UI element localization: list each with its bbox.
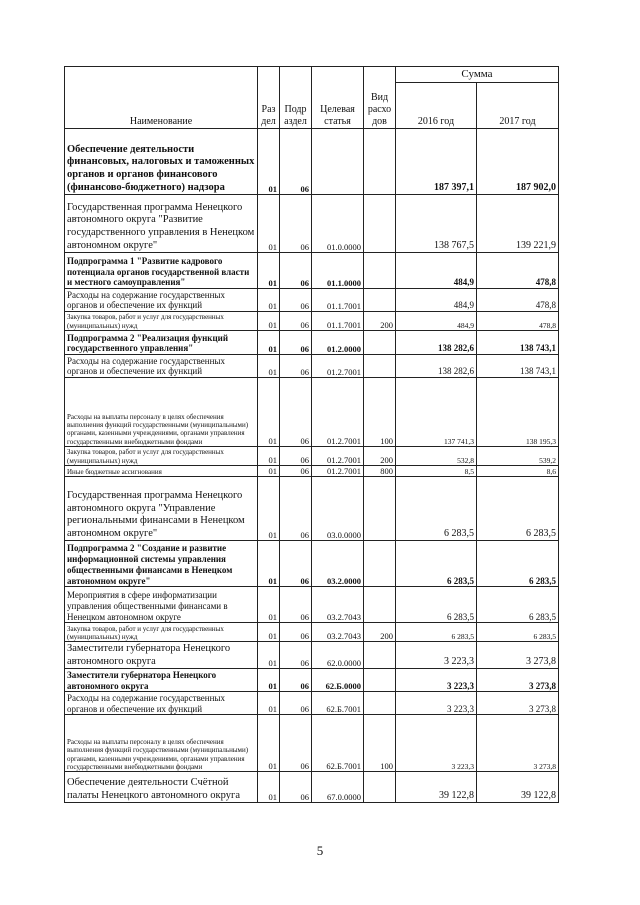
row-name: Закупка товаров, работ и услуг для государственных (муниципальных) нужд: [65, 623, 258, 642]
row-razdel: 01: [258, 253, 280, 289]
row-celevaya-statya: [312, 129, 364, 195]
row-vid-raskhodov: [364, 477, 396, 541]
table-row: [65, 466, 559, 477]
row-vid-raskhodov: [364, 331, 396, 355]
row-celevaya-statya: 01.1.7001: [312, 289, 364, 312]
table-row: [65, 378, 559, 447]
row-name: Иные бюджетные ассигнования: [65, 466, 258, 477]
row-podrazdel: 06: [280, 477, 312, 541]
row-celevaya-statya: 01.2.7001: [312, 355, 364, 378]
row-name: Подпрограмма 2 "Создание и развитие информационной системы управления общественными финансами в Ненецком автономном округе": [65, 541, 258, 587]
row-sum-2016: 137 741,3: [396, 378, 477, 447]
col-header-2017: 2017 год: [477, 83, 559, 129]
row-sum-2016: 484,9: [396, 312, 477, 331]
table-row: [65, 477, 559, 541]
row-razdel: 01: [258, 642, 280, 669]
row-sum-2016: 3 223,3: [396, 642, 477, 669]
row-celevaya-statya: 67.0.0000: [312, 772, 364, 803]
row-sum-2017: 3 273,8: [477, 669, 559, 692]
row-sum-2016: 6 283,5: [396, 477, 477, 541]
row-celevaya-statya: 62.Б.7001: [312, 692, 364, 715]
row-celevaya-statya: 01.2.7001: [312, 378, 364, 447]
row-sum-2016: 187 397,1: [396, 129, 477, 195]
row-sum-2017: 138 743,1: [477, 355, 559, 378]
row-razdel: 01: [258, 289, 280, 312]
row-celevaya-statya: 62.Б.0000: [312, 669, 364, 692]
table-row: [65, 253, 559, 289]
row-podrazdel: 06: [280, 715, 312, 772]
row-sum-2017: 539,2: [477, 447, 559, 466]
row-razdel: 01: [258, 587, 280, 623]
table-row: [65, 715, 559, 772]
row-podrazdel: 06: [280, 541, 312, 587]
row-sum-2017: 187 902,0: [477, 129, 559, 195]
row-razdel: 01: [258, 669, 280, 692]
table-row: [65, 129, 559, 195]
row-vid-raskhodov: [364, 289, 396, 312]
row-celevaya-statya: 01.0.0000: [312, 195, 364, 253]
row-vid-raskhodov: 200: [364, 312, 396, 331]
col-header-name: Наименование: [65, 67, 258, 129]
table-row: [65, 355, 559, 378]
row-podrazdel: 06: [280, 692, 312, 715]
row-podrazdel: 06: [280, 289, 312, 312]
row-name: Расходы на выплаты персоналу в целях обеспечения выполнения функций государственными (муниципальными) органами, казенными учреждениями, органами управления государственными внебюджетными фондами: [65, 715, 258, 772]
row-sum-2017: 6 283,5: [477, 623, 559, 642]
row-razdel: 01: [258, 195, 280, 253]
row-vid-raskhodov: [364, 253, 396, 289]
row-sum-2016: 39 122,8: [396, 772, 477, 803]
row-name: Расходы на содержание государственных органов и обеспечение их функций: [65, 289, 258, 312]
header-row-top: [65, 67, 559, 83]
row-sum-2017: 138 195,3: [477, 378, 559, 447]
row-vid-raskhodov: [364, 541, 396, 587]
row-name: Закупка товаров, работ и услуг для государственных (муниципальных) нужд: [65, 312, 258, 331]
row-celevaya-statya: 01.2.7001: [312, 466, 364, 477]
row-sum-2016: 138 767,5: [396, 195, 477, 253]
row-sum-2016: 6 283,5: [396, 587, 477, 623]
row-sum-2016: 484,9: [396, 289, 477, 312]
page-number: 5: [316, 843, 324, 858]
row-name: Обеспечение деятельности финансовых, налоговых и таможенных органов и органов финансового (финансово-бюджетного) надзора: [65, 129, 258, 195]
row-podrazdel: 06: [280, 253, 312, 289]
row-sum-2017: 139 221,9: [477, 195, 559, 253]
col-header-razdel: Раз дел: [258, 67, 280, 129]
col-header-celevaya: Целевая статья: [312, 67, 364, 129]
row-sum-2016: 138 282,6: [396, 331, 477, 355]
row-sum-2016: 3 223,3: [396, 669, 477, 692]
row-podrazdel: 06: [280, 331, 312, 355]
table-row: [65, 772, 559, 803]
row-razdel: 01: [258, 312, 280, 331]
row-vid-raskhodov: 200: [364, 623, 396, 642]
row-name: Закупка товаров, работ и услуг для государственных (муниципальных) нужд: [65, 447, 258, 466]
row-vid-raskhodov: [364, 692, 396, 715]
row-celevaya-statya: 03.0.0000: [312, 477, 364, 541]
row-celevaya-statya: 01.2.7001: [312, 447, 364, 466]
row-podrazdel: 06: [280, 587, 312, 623]
row-vid-raskhodov: [364, 642, 396, 669]
row-razdel: 01: [258, 623, 280, 642]
row-celevaya-statya: 62.0.0000: [312, 642, 364, 669]
row-celevaya-statya: 01.2.0000: [312, 331, 364, 355]
row-vid-raskhodov: 800: [364, 466, 396, 477]
row-sum-2016: 532,8: [396, 447, 477, 466]
row-razdel: 01: [258, 466, 280, 477]
row-vid-raskhodov: [364, 129, 396, 195]
row-vid-raskhodov: [364, 772, 396, 803]
row-razdel: 01: [258, 541, 280, 587]
row-name: Подпрограмма 1 "Развитие кадрового потенциала органов государственной власти и местного самоуправления": [65, 253, 258, 289]
row-celevaya-statya: 03.2.7043: [312, 587, 364, 623]
row-name: Расходы на содержание государственных органов и обеспечение их функций: [65, 692, 258, 715]
row-podrazdel: 06: [280, 378, 312, 447]
table-row: [65, 195, 559, 253]
row-name: Заместители губернатора Ненецкого автономного округа: [65, 669, 258, 692]
row-sum-2016: 484,9: [396, 253, 477, 289]
row-sum-2017: 8,6: [477, 466, 559, 477]
table-row: [65, 312, 559, 331]
row-razdel: 01: [258, 378, 280, 447]
row-sum-2016: 8,5: [396, 466, 477, 477]
row-sum-2017: 39 122,8: [477, 772, 559, 803]
row-razdel: 01: [258, 355, 280, 378]
row-vid-raskhodov: [364, 587, 396, 623]
row-podrazdel: 06: [280, 642, 312, 669]
row-sum-2016: 6 283,5: [396, 623, 477, 642]
row-name: Подпрограмма 2 "Реализация функций государственного управления": [65, 331, 258, 355]
row-sum-2017: 3 273,8: [477, 715, 559, 772]
row-razdel: 01: [258, 447, 280, 466]
row-razdel: 01: [258, 129, 280, 195]
row-name: Расходы на содержание государственных органов и обеспечение их функций: [65, 355, 258, 378]
col-header-summa: Сумма: [396, 67, 559, 83]
row-vid-raskhodov: [364, 195, 396, 253]
row-name: Государственная программа Ненецкого автономного округа "Управление региональными финансами в Ненецком автономном округе": [65, 477, 258, 541]
row-razdel: 01: [258, 331, 280, 355]
row-vid-raskhodov: 100: [364, 715, 396, 772]
row-podrazdel: 06: [280, 447, 312, 466]
row-podrazdel: 06: [280, 129, 312, 195]
row-sum-2017: 6 283,5: [477, 477, 559, 541]
row-sum-2017: 478,8: [477, 289, 559, 312]
row-name: Обеспечение деятельности Счётной палаты Ненецкого автономного округа: [65, 772, 258, 803]
row-sum-2016: 3 223,3: [396, 692, 477, 715]
row-sum-2017: 3 273,8: [477, 642, 559, 669]
row-sum-2017: 478,8: [477, 253, 559, 289]
table-row: [65, 289, 559, 312]
row-celevaya-statya: 03.2.7043: [312, 623, 364, 642]
row-podrazdel: 06: [280, 466, 312, 477]
row-sum-2016: 3 223,3: [396, 715, 477, 772]
row-vid-raskhodov: [364, 669, 396, 692]
table-row: [65, 447, 559, 466]
col-header-2016: 2016 год: [396, 83, 477, 129]
row-name: Мероприятия в сфере информатизации управления общественными финансами в Ненецком автономном округе: [65, 587, 258, 623]
row-celevaya-statya: 03.2.0000: [312, 541, 364, 587]
col-header-podrazdel: Подр аздел: [280, 67, 312, 129]
row-name: Государственная программа Ненецкого автономного округа "Развитие государственного управления в Ненецком автономном округе": [65, 195, 258, 253]
row-sum-2017: 6 283,5: [477, 541, 559, 587]
table-row: [65, 587, 559, 623]
row-name: Заместители губернатора Ненецкого автономного округа: [65, 642, 258, 669]
row-podrazdel: 06: [280, 772, 312, 803]
row-name: Расходы на выплаты персоналу в целях обеспечения выполнения функций государственными (муниципальными) органами, казенными учреждениями, органами управления государственными внебюджетными фондами: [65, 378, 258, 447]
col-header-vid: Вид расхо дов: [364, 67, 396, 129]
row-podrazdel: 06: [280, 312, 312, 331]
row-podrazdel: 06: [280, 355, 312, 378]
row-sum-2017: 6 283,5: [477, 587, 559, 623]
row-sum-2017: 478,8: [477, 312, 559, 331]
row-celevaya-statya: 01.1.0000: [312, 253, 364, 289]
row-sum-2017: 138 743,1: [477, 331, 559, 355]
table-row: [65, 541, 559, 587]
row-vid-raskhodov: 100: [364, 378, 396, 447]
table-row: [65, 669, 559, 692]
table-row: [65, 623, 559, 642]
budget-table: [64, 66, 559, 803]
row-podrazdel: 06: [280, 195, 312, 253]
row-podrazdel: 06: [280, 669, 312, 692]
row-sum-2017: 3 273,8: [477, 692, 559, 715]
table-row: [65, 692, 559, 715]
row-razdel: 01: [258, 477, 280, 541]
table-row: [65, 331, 559, 355]
row-razdel: 01: [258, 772, 280, 803]
row-razdel: 01: [258, 715, 280, 772]
row-sum-2016: 6 283,5: [396, 541, 477, 587]
row-podrazdel: 06: [280, 623, 312, 642]
row-celevaya-statya: 01.1.7001: [312, 312, 364, 331]
table-row: [65, 642, 559, 669]
row-celevaya-statya: 62.Б.7001: [312, 715, 364, 772]
row-sum-2016: 138 282,6: [396, 355, 477, 378]
row-vid-raskhodov: 200: [364, 447, 396, 466]
row-vid-raskhodov: [364, 355, 396, 378]
row-razdel: 01: [258, 692, 280, 715]
